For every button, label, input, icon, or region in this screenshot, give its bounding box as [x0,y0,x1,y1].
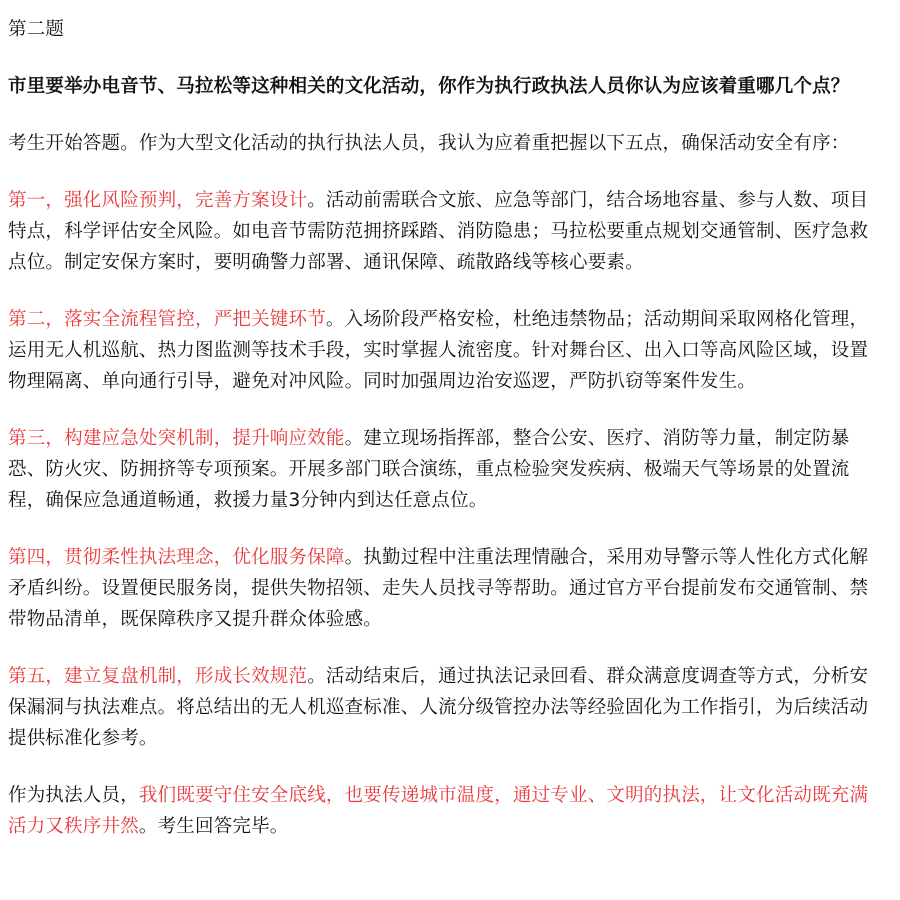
point-3-body: 。建立现场指挥部，整合公安、医疗、消防等力量，制定防暴恐、防火灾、防拥挤等专项预案。开展多部门联合演练，重点检验突发疾病、极端天气等场景的处置流程，确保应急通道畅通，救援力量3分钟内到达任意点位。 [8,428,850,511]
point-1-body: 。活动前需联合文旅、应急等部门，结合场地容量、参与人数、项目特点，科学评估安全风险。如电音节需防范拥挤踩踏、消防隐患；马拉松要重点规划交通管制、医疗急救点位。制定安保方案时，要明确警力部署、通讯保障、疏散路线等核心要素。 [8,190,869,273]
question-number-heading: 第二题 [8,19,65,40]
answer-intro: 考生开始答题。作为大型文化活动的执行执法人员，我认为应着重把握以下五点，确保活动安全有序： [8,133,850,154]
answer-point-4 [8,542,886,635]
answer-point-1 [8,185,886,278]
question-text: 市里要举办电音节、马拉松等这种相关的文化活动，你作为执行政执法人员你认为应该着重哪几个点？ [8,76,850,97]
conclusion-lead: 作为执法人员， [8,785,139,806]
answer-point-5 [8,661,886,754]
answer-point-3 [8,423,886,516]
point-1-title: 第一，强化风险预判，完善方案设计 [8,190,308,211]
point-4-body: 。执勤过程中注重法理情融合，采用劝导警示等人性化方式化解矛盾纠纷。设置便民服务岗，提供失物招领、走失人员找寻等帮助。通过官方平台提前发布交通管制、禁带物品清单，既保障秩序又提升群众体验感。 [8,547,869,630]
point-2-body: 。入场阶段严格安检，杜绝违禁物品；活动期间采取网格化管理，运用无人机巡航、热力图监测等技术手段，实时掌握人流密度。针对舞台区、出入口等高风险区域，设置物理隔离、单向通行引导，避免对冲风险。同时加强周边治安巡逻，严防扒窃等案件发生。 [8,309,869,392]
answer-point-2 [8,304,886,397]
point-2-title: 第二，落实全流程管控，严把关键环节 [8,309,326,330]
conclusion-highlight: 我们既要守住安全底线，也要传递城市温度，通过专业、文明的执法，让文化活动既充满活力又秩序井然 [8,785,869,837]
point-4-title: 第四，贯彻柔性执法理念，优化服务保障 [8,547,345,568]
point-5-body: 。活动结束后，通过执法记录回看、群众满意度调查等方式，分析安保漏洞与执法难点。将总结出的无人机巡查标准、人流分级管控办法等经验固化为工作指引，为后续活动提供标准化参考。 [8,666,869,749]
point-5-title: 第五，建立复盘机制，形成长效规范 [8,666,308,687]
conclusion-tail: 。考生回答完毕。 [138,816,289,837]
answer-conclusion [8,780,886,842]
point-3-title: 第三，构建应急处突机制，提升响应效能 [8,428,345,449]
